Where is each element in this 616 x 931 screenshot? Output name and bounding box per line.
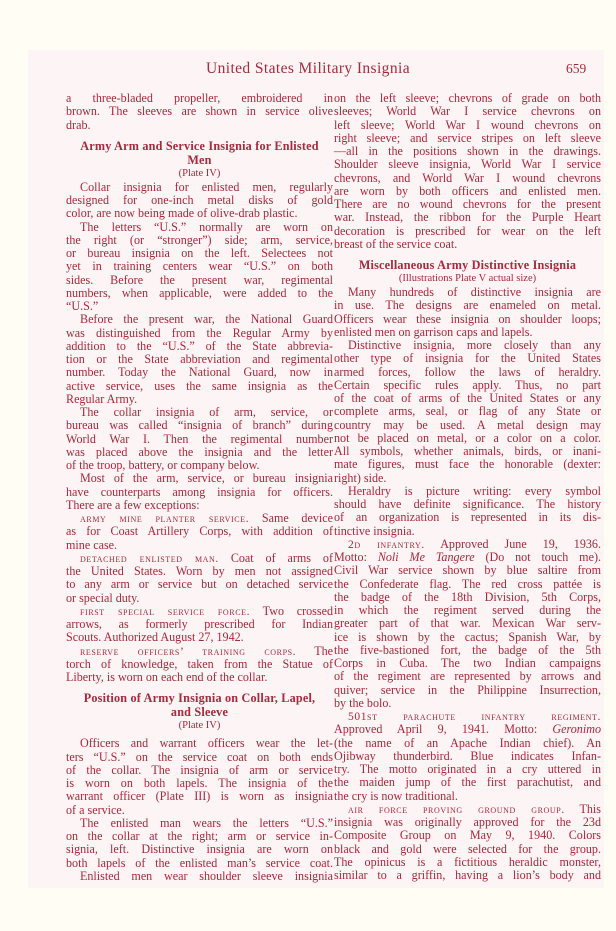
plate-reference: (Plate IV): [178, 167, 221, 179]
text-line: the cry is now traditional.: [334, 788, 458, 803]
section-heading-enlisted-insignia: [66, 139, 333, 167]
paragraph: [334, 339, 601, 485]
exception-entry: [66, 512, 333, 552]
text-line: tinctive insignia.: [334, 523, 415, 538]
text-line: of an organization is represented in its dis-: [334, 510, 601, 525]
paragraph: [66, 181, 333, 221]
heading-line: Army Arm and Service Insignia for Enlisted: [80, 138, 319, 153]
text-line: tion or the State abbreviation and regimental: [66, 352, 333, 366]
text-line: breast of the service coat.: [334, 236, 458, 251]
text-line: [334, 551, 601, 564]
exception-entry: [66, 645, 333, 685]
text-line: Distinctive insignia, more closely than any: [348, 338, 601, 352]
text-line: or bureau insignia on the left. Selectees not: [66, 246, 333, 260]
text-line: the maiden jump of the first parachutist, and: [334, 775, 601, 790]
text-line: war. Instead, the ribbon for the Purple Heart: [334, 210, 601, 225]
entry-text: Same device: [261, 511, 333, 525]
text-line: Officers and warrant officers wear the let-: [80, 736, 333, 751]
text-line: Heraldry is picture writing: every symbol: [348, 483, 601, 498]
entry-label: 2d infantry.: [348, 538, 425, 551]
text-line: Civil War service shown by blue saltire from: [334, 563, 601, 578]
heading-line: Position of Army Insignia on Collar, Lapel,: [83, 691, 316, 706]
text-line: designed for one-inch metal disks of gold: [66, 193, 333, 207]
text-line: Ojibway thunderbird. Blue indicates Infan-: [334, 748, 601, 763]
text-line: The opinicus is a fictitious heraldic monster,: [334, 854, 601, 869]
text-line: the badge of the 18th Division, 5th Corps,: [334, 589, 601, 604]
motto: Noli Me Tangere: [377, 550, 475, 564]
text-line: The letters “U.S.” normally are worn on: [80, 219, 333, 234]
text-line: a three-bladed propeller, embroidered in: [66, 91, 333, 105]
text-line: signia, left. Distinctive insignia are worn on: [66, 842, 333, 857]
text-line: Officers wear these insignia on shoulder loops;: [334, 311, 601, 326]
text-line: ice is shown by the cactus; Spanish War, by: [334, 629, 601, 644]
text-line: [334, 803, 601, 816]
motto-prefix: Motto:: [334, 550, 367, 564]
text-line: are worn by both officers and enlisted men.: [334, 183, 601, 198]
paragraph: [66, 221, 333, 314]
text-line: or special duty.: [66, 590, 140, 605]
entry-label: army mine planter service.: [80, 513, 250, 525]
heading-line: and Sleeve: [170, 705, 229, 720]
text-line: similar to a griffin, having a lion’s body and: [334, 868, 601, 882]
text-line: of the collar. The insignia of arm or service: [66, 762, 333, 777]
text-line: on the left sleeve; chevrons of grade on both: [334, 91, 601, 105]
text-line: Regular Army.: [66, 391, 138, 406]
text-line: other type of insignia for the United States: [334, 351, 601, 366]
text-line: [66, 605, 333, 618]
text-line: There are a few exceptions:: [66, 497, 200, 512]
text-line: ters “U.S.” on the service coat on both ends: [66, 749, 333, 764]
text-line: in use. The designs are enameled on metal.: [334, 298, 601, 313]
section-heading-insignia-position: [66, 691, 333, 719]
text-line: right) side.: [334, 470, 387, 485]
text-line: brown. The sleeves are shown in service olive: [66, 104, 333, 119]
text-line: of a service.: [66, 802, 125, 817]
text-line: Collar insignia for enlisted men, regularly: [80, 179, 333, 194]
text-line: “U.S.”: [66, 299, 99, 313]
paragraph: [66, 870, 333, 883]
paragraph: [334, 286, 601, 339]
text-line: of the regiment are represented by arrows and: [334, 669, 601, 684]
running-title: United States Military Insignia: [206, 60, 410, 77]
text-line: try. The motto originated in a cry uttered in: [334, 762, 601, 776]
text-line: black and gold were selected for the group.: [334, 841, 601, 856]
text-line: numbers, when applicable, were added to the: [66, 285, 333, 300]
text-line: [66, 645, 333, 658]
entry-text: This: [579, 801, 601, 816]
text-line: as for Coast Artillery Corps, with addition of: [66, 524, 333, 539]
text-line: color, are now being made of olive-drab plastic.: [66, 206, 298, 221]
entry-text: The: [314, 643, 333, 658]
entry-text: Coat of arms of: [230, 550, 333, 565]
text-line: the United States. Worn by men not assigned: [66, 564, 333, 578]
text-line: [334, 538, 601, 551]
text-line: —all in the positions shown in the drawings.: [334, 144, 601, 158]
text-line: active service, uses the same insignia as the: [66, 378, 333, 393]
text-line: both lapels of the enlisted man’s service coat.: [66, 855, 333, 870]
right-column: [334, 92, 601, 882]
insignia-entry-501st-parachute: [334, 710, 601, 803]
text-line: bureau was called “insignia of branch” during: [66, 418, 333, 433]
insignia-entry-air-force-proving-ground: [334, 803, 601, 883]
text-line: in which the regiment served during the: [334, 603, 601, 617]
exception-entry: [66, 552, 333, 605]
text-line: yet in training centers wear “U.S.” on both: [66, 259, 333, 274]
text-line: insignia was originally approved for the 23d: [334, 815, 601, 829]
entry-label: detached enlisted man.: [80, 552, 219, 565]
text-line: complete arms, seal, or flag of any State or: [334, 404, 601, 419]
paragraph: [66, 817, 333, 870]
paragraph: [66, 472, 333, 512]
text-line: mate figures, must face the honorable (dexter:: [334, 457, 601, 472]
insignia-entry-2d-infantry: [334, 538, 601, 710]
paragraph: [66, 406, 333, 472]
text-line: Shoulder sleeve insignia, World War I service: [334, 157, 601, 172]
text-line: quiver; service in the Philippine Insurrection,: [334, 682, 601, 697]
text-line: armed forces, follow the laws of heraldry.: [334, 364, 601, 379]
text-line: the Confederate flag. The red cross pattée is: [334, 576, 601, 591]
text-line: sides. Before the present war, regimental: [66, 272, 333, 287]
text-line: of the coat of arms of the United States or any: [334, 391, 601, 405]
text-line: is worn on both lapels. The insignia of the: [66, 776, 333, 790]
text-line: Scouts. Authorized August 27, 1942.: [66, 630, 244, 645]
heading-line: Men: [187, 152, 212, 167]
entry-label: first special service force.: [80, 605, 251, 618]
text-line: [66, 552, 333, 565]
left-column: [66, 92, 333, 883]
text-line: chevrons, and World War I wound chevrons: [334, 170, 601, 185]
text-line: The enlisted man wears the letters “U.S.”: [80, 815, 333, 830]
text-line: have counterparts among insignia for officers.: [66, 484, 333, 499]
text-line: [334, 723, 601, 736]
text-line: (the name of an Apache Indian chief). An: [334, 735, 601, 750]
text-line: Composite Group on May 9, 1940. Colors: [334, 828, 601, 843]
paragraph: [66, 313, 333, 406]
plate-reference: (Illustrations Plate V actual size): [398, 273, 537, 284]
text-line: the five-bastioned fort, the badge of the 5th: [334, 642, 601, 657]
paragraph: [334, 485, 601, 538]
text-line: Most of the arm, service, or bureau insignia: [80, 471, 333, 486]
entry-label: reserve officers’ training corps.: [80, 645, 297, 658]
text-line: torch of knowledge, taken from the Statue of: [66, 656, 333, 671]
text-line: Certain specific rules apply. Thus, no part: [334, 377, 601, 392]
text-line: was distinguished from the Regular Army by: [66, 325, 333, 340]
text-line: the right (or “stronger”) side; arm, service,: [66, 232, 333, 247]
text-line: World War I. Then the regimental number: [66, 431, 333, 446]
entry-text: Approved June 19, 1936.: [440, 536, 602, 551]
text-line: Before the present war, the National Guard: [80, 312, 333, 327]
text-line: to any arm or service but on detached service: [66, 577, 333, 592]
motto: Geronimo: [552, 722, 601, 737]
text-line: was placed above the insignia and the letter: [66, 444, 333, 459]
text-line: by the bolo.: [334, 695, 392, 710]
text-line: All symbols, whether animals, birds, or inani-: [334, 444, 601, 458]
text-line: right sleeve; and service stripes on left sleeve: [334, 130, 601, 145]
section-heading-distinctive-insignia: Miscellaneous Army Distinctive Insignia: [358, 258, 577, 272]
text-line: Enlisted men wear shoulder sleeve insignia: [80, 868, 333, 883]
text-line: mine case.: [66, 537, 118, 552]
intro-paragraph: [334, 92, 601, 251]
text-line: country may be used. A metal design may: [334, 417, 601, 432]
entry-label: 501st parachute infantry regiment.: [348, 711, 601, 723]
exception-entry: [66, 605, 333, 645]
text-line: decoration is prescribed for wear on the left: [334, 223, 601, 238]
text-line: Many hundreds of distinctive insignia are: [348, 285, 601, 299]
text-line: sleeves; World War I service chevrons on: [334, 104, 601, 119]
text-line: [334, 710, 601, 723]
text-line: greater part of that war. Mexican War serv-: [334, 616, 601, 631]
entry-text: Two crossed: [262, 603, 333, 618]
text-line: left sleeve; World War I wound chevrons on: [334, 117, 601, 132]
text-line: of the troop, battery, or company below.: [66, 458, 260, 472]
motto-translation: (Do not touch me).: [485, 550, 602, 564]
text-line: addition to the “U.S.” of the State abbrevia-: [66, 338, 333, 353]
text-line: Liberty, is worn on each end of the collar.: [66, 670, 268, 684]
paragraph: [66, 737, 333, 817]
text-line: not be placed on metal, or a color on a color.: [334, 430, 601, 445]
page-number: 659: [566, 61, 587, 76]
text-line: on the collar at the right; arm or service in-: [66, 829, 333, 843]
text-line: should have definite significance. The history: [334, 497, 601, 511]
text-line: warrant officer (Plate III) is worn as insignia: [66, 789, 333, 804]
text-line: Corps in Cuba. The two Indian campaigns: [334, 656, 601, 670]
intro-paragraph: [66, 92, 333, 132]
entry-label: air force proving ground group.: [348, 803, 565, 816]
plate-reference: (Plate IV): [178, 720, 221, 732]
text-line: number. Today the National Guard, now in: [66, 365, 333, 380]
entry-text: Approved April 9, 1941. Motto:: [334, 722, 538, 737]
text-line: There are no wound chevrons for the present: [334, 197, 601, 211]
text-line: [66, 512, 333, 525]
text-line: enlisted men on garrison caps and lapels.: [334, 324, 533, 339]
text-line: The collar insignia of arm, service, or: [80, 405, 333, 419]
text-line: drab.: [66, 117, 91, 132]
text-line: arrows, as formerly prescribed for Indian: [66, 617, 333, 631]
